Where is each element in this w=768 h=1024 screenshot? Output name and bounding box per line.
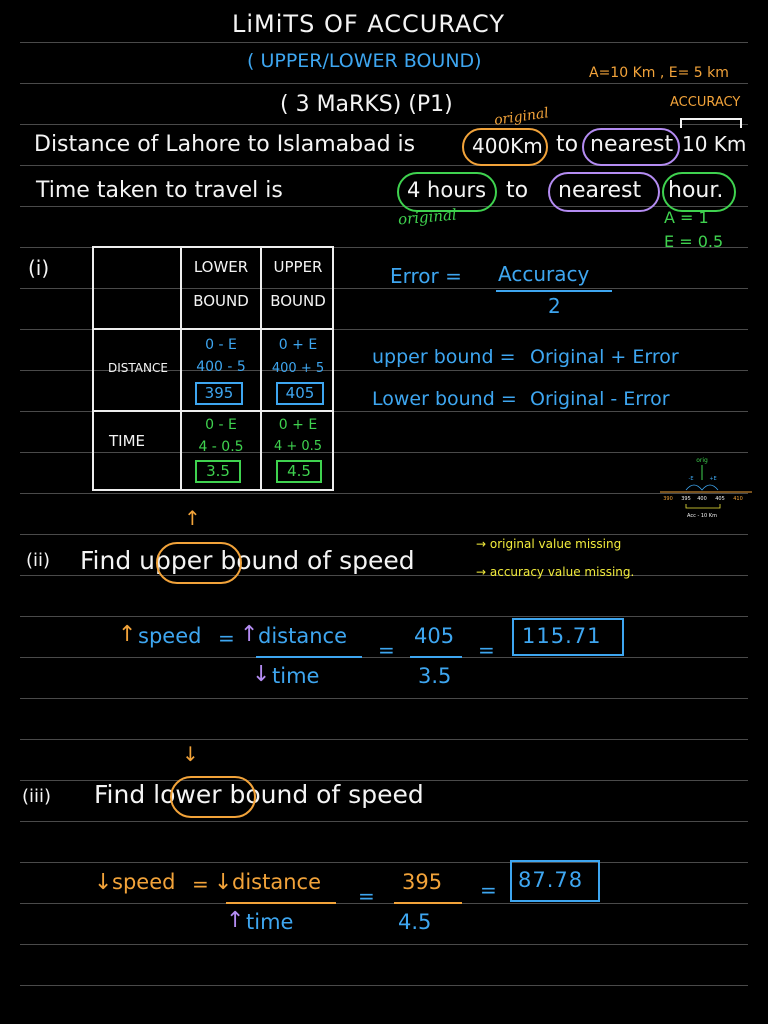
- upper-eq2: =: [378, 638, 395, 662]
- time-upper-result: 4.5: [276, 460, 322, 483]
- number-line-tick-410: 410: [733, 496, 743, 502]
- upper-denominator: 3.5: [418, 664, 452, 688]
- lower-eq3: =: [480, 878, 497, 902]
- time-up-arrow: ↑: [226, 908, 245, 933]
- number-line-tick-405: 405: [715, 496, 725, 502]
- lower-time-label: time: [246, 910, 294, 934]
- lower-denominator: 4.5: [398, 910, 432, 934]
- dist-upper-formula: 0 + E: [278, 337, 318, 353]
- speed-up-arrow: ↑: [118, 622, 137, 647]
- problem-line2-nearest: nearest: [558, 178, 642, 203]
- number-line-plus-e: +E: [709, 476, 717, 482]
- page-title: LiMiTS OF ACCURACY: [232, 10, 506, 38]
- page-subtitle: ( UPPER/LOWER BOUND): [247, 50, 482, 72]
- time-accuracy: A = 1: [664, 208, 709, 227]
- time-error: E = 0.5: [664, 232, 724, 251]
- missing-note-2: → accuracy value missing.: [476, 565, 635, 579]
- time-original-label: original: [397, 205, 458, 229]
- upper-eq1: =: [218, 626, 235, 650]
- upper-fraction-bar-2: [410, 656, 462, 658]
- problem-line2-prefix: Time taken to travel is: [36, 178, 283, 203]
- row-time-label: TIME: [108, 432, 145, 450]
- lower-numerator: 395: [402, 870, 443, 894]
- problem-line2-to: to: [506, 178, 529, 203]
- header-upper-line1: UPPER: [273, 258, 323, 276]
- distance-value: 400Km: [472, 134, 543, 158]
- number-line-sketch: [658, 454, 754, 524]
- problem-line1-nearest: nearest: [590, 132, 674, 157]
- dist-lower-result: 395: [195, 382, 243, 405]
- marks-label: ( 3 MaRKS) (P1): [280, 92, 453, 117]
- distance-up-arrow: ↑: [240, 622, 259, 647]
- lower-keyword-circle: [170, 776, 256, 818]
- speed-down-arrow: ↓: [94, 870, 113, 895]
- missing-note-2-text: accuracy value missing.: [489, 565, 635, 579]
- number-line-minus-e: -E: [688, 476, 694, 482]
- upper-eq3: =: [478, 638, 495, 662]
- time-upper-calc: 4 + 0.5: [273, 439, 323, 454]
- accuracy-bracket: [680, 118, 742, 128]
- header-lower-line2: BOUND: [193, 292, 249, 310]
- time-down-arrow: ↓: [252, 662, 271, 687]
- upper-bound-lhs: upper bound =: [372, 346, 516, 368]
- time-lower-calc: 4 - 0.5: [198, 439, 244, 455]
- number-line-arcs: [686, 485, 718, 490]
- time-unit: hour.: [668, 178, 724, 203]
- time-lower-result: 3.5: [195, 460, 241, 483]
- upper-bound-rhs: Original + Error: [530, 346, 679, 368]
- header-upper-line2: BOUND: [270, 292, 326, 310]
- original-label: original: [493, 105, 550, 129]
- part-iii-question: Find lower bound of speed: [94, 780, 424, 809]
- error-fraction-bar: [496, 290, 612, 292]
- number-line-orig: orig: [696, 457, 708, 464]
- row-distance-label: DISTANCE: [108, 361, 168, 375]
- upper-answer: 115.71: [522, 624, 602, 648]
- upper-distance-label: distance: [258, 624, 347, 648]
- error-formula-numerator: Accuracy: [498, 262, 590, 286]
- upper-time-label: time: [272, 664, 320, 688]
- number-line-tick-390: 390: [663, 496, 673, 502]
- accuracy-error-note: A=10 Km , E= 5 km: [589, 65, 729, 81]
- dist-lower-calc: 400 - 5: [196, 359, 246, 375]
- lower-bound-lhs: Lower bound =: [372, 388, 517, 410]
- lower-distance-label: distance: [232, 870, 321, 894]
- upper-fraction-bar-1: [256, 656, 362, 658]
- upper-keyword-circle: [156, 542, 242, 584]
- time-upper-formula: 0 + E: [278, 417, 318, 433]
- lower-fraction-bar-1: [226, 902, 336, 904]
- lower-down-arrow: ↓: [182, 742, 199, 766]
- distance-down-arrow: ↓: [214, 870, 233, 895]
- lower-speed-label: speed: [112, 870, 176, 894]
- lower-fraction-bar-2: [394, 902, 462, 904]
- upper-numerator: 405: [414, 624, 455, 648]
- number-line-acc: Acc - 10 Km: [687, 513, 717, 519]
- error-formula-denominator: 2: [548, 294, 561, 318]
- upper-up-arrow: ↑: [184, 506, 201, 530]
- part-ii-label: (ii): [26, 550, 51, 571]
- dist-lower-formula: 0 - E: [205, 337, 237, 353]
- bounds-table: [92, 246, 334, 491]
- lower-eq1: =: [192, 872, 209, 896]
- error-formula-lhs: Error =: [390, 264, 462, 288]
- number-line-tick-400: 400: [697, 496, 707, 502]
- part-ii-question: Find upper bound of speed: [80, 546, 415, 575]
- number-line-tick-395: 395: [681, 496, 691, 502]
- time-value: 4 hours: [407, 178, 487, 202]
- dist-upper-result: 405: [276, 382, 324, 405]
- problem-line1-prefix: Distance of Lahore to Islamabad is: [34, 132, 416, 157]
- lower-answer: 87.78: [518, 868, 584, 892]
- dist-upper-calc: 400 + 5: [271, 361, 325, 376]
- upper-speed-label: speed: [138, 624, 202, 648]
- number-line-bracket: [686, 504, 720, 508]
- problem-line1-to: to: [556, 132, 579, 157]
- missing-note-1: → original value missing: [476, 537, 622, 551]
- header-lower-line1: LOWER: [193, 258, 249, 276]
- missing-note-1-text: original value missing: [489, 537, 622, 551]
- accuracy-label: ACCURACY: [670, 95, 741, 110]
- distance-accuracy: 10 Km: [682, 132, 747, 156]
- time-lower-formula: 0 - E: [205, 417, 237, 433]
- part-i-label: (i): [28, 256, 50, 280]
- part-iii-label: (iii): [22, 786, 52, 807]
- lower-bound-rhs: Original - Error: [530, 388, 670, 410]
- lower-eq2: =: [358, 884, 375, 908]
